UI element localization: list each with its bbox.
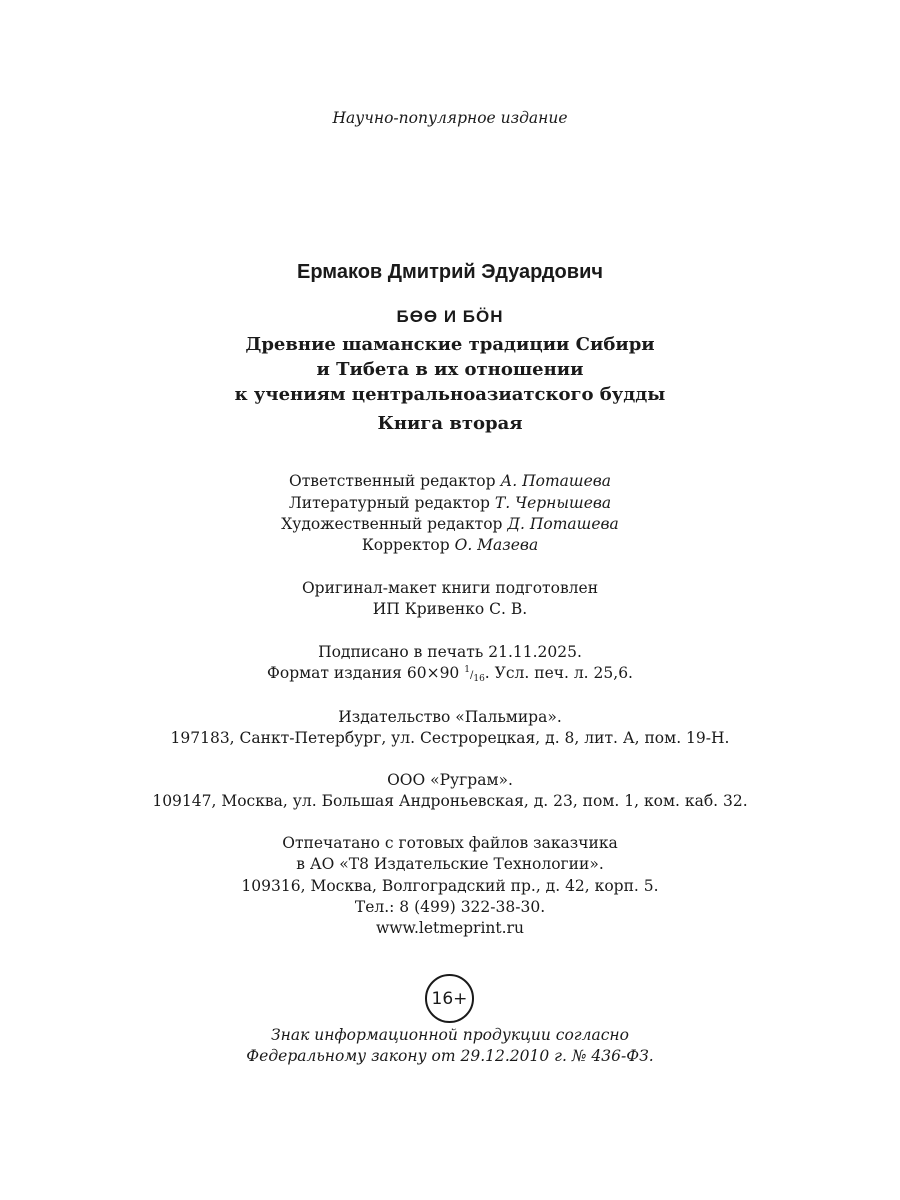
author-name: Ермаков Дмитрий Эдуардович: [297, 261, 603, 283]
publisher-name: Издательство «Пальмира».: [338, 708, 562, 726]
format-fraction: $^1/_{16}$: [464, 665, 485, 684]
book-title: БӨӨ И БӦН: [396, 307, 504, 326]
volume-label: Книга вторая: [377, 413, 523, 434]
edition-type: Научно-популярное издание: [332, 109, 568, 127]
age-notice-line: Знак информационной продукции согласно: [271, 1026, 629, 1044]
format-prefix: Формат издания 60×90: [267, 664, 460, 682]
credit-name: Д. Поташева: [507, 515, 619, 533]
credit-name: А. Поташева: [500, 472, 611, 490]
credit-line: [0, 496, 900, 512]
credit-name: О. Мазева: [454, 536, 539, 554]
age-rating-badge: 16+: [425, 974, 474, 1023]
layout-credit-line: ИП Кривенко С. В.: [372, 600, 528, 618]
credit-role: Корректор: [361, 536, 450, 554]
layout-credit-line: Оригинал-макет книги подготовлен: [301, 579, 599, 597]
printer-website: www.letmeprint.ru: [376, 919, 524, 937]
printer-line: Отпечатано с готовых файлов заказчика: [282, 834, 618, 852]
age-notice-line: Федеральному закону от 29.12.2010 г. № 436-ФЗ.: [246, 1047, 654, 1065]
credit-line: [0, 517, 900, 533]
print-format: [0, 666, 900, 684]
credit-role: Ответственный редактор: [288, 472, 496, 490]
credit-line: [0, 474, 900, 490]
printer-line: в АО «Т8 Издательские Технологии».: [296, 855, 604, 873]
credit-name: Т. Чернышева: [494, 494, 612, 512]
subtitle-line-3: к учениям центральноазиатского будды: [234, 384, 666, 405]
printer-phone: Тел.: 8 (499) 322-38-30.: [354, 898, 546, 916]
credit-role: Литературный редактор: [288, 494, 490, 512]
subtitle-line-1: Древние шаманские традиции Сибири: [245, 334, 655, 355]
distributor-address: 109147, Москва, ул. Большая Андроньевская, д. 23, пом. 1, ком. каб. 32.: [152, 792, 748, 810]
credit-role: Художественный редактор: [281, 515, 503, 533]
signed-to-print: Подписано в печать 21.11.2025.: [318, 643, 582, 661]
printer-line: 109316, Москва, Волгоградский пр., д. 42, корп. 5.: [241, 877, 659, 895]
distributor-name: ООО «Руграм».: [387, 771, 513, 789]
subtitle-line-2: и Тибета в их отношении: [316, 359, 584, 380]
publisher-address: 197183, Санкт-Петербург, ул. Сестрорецкая, д. 8, лит. А, пом. 19-Н.: [170, 729, 730, 747]
format-suffix: . Усл. печ. л. 25,6.: [484, 664, 633, 682]
credit-line: [0, 538, 900, 554]
